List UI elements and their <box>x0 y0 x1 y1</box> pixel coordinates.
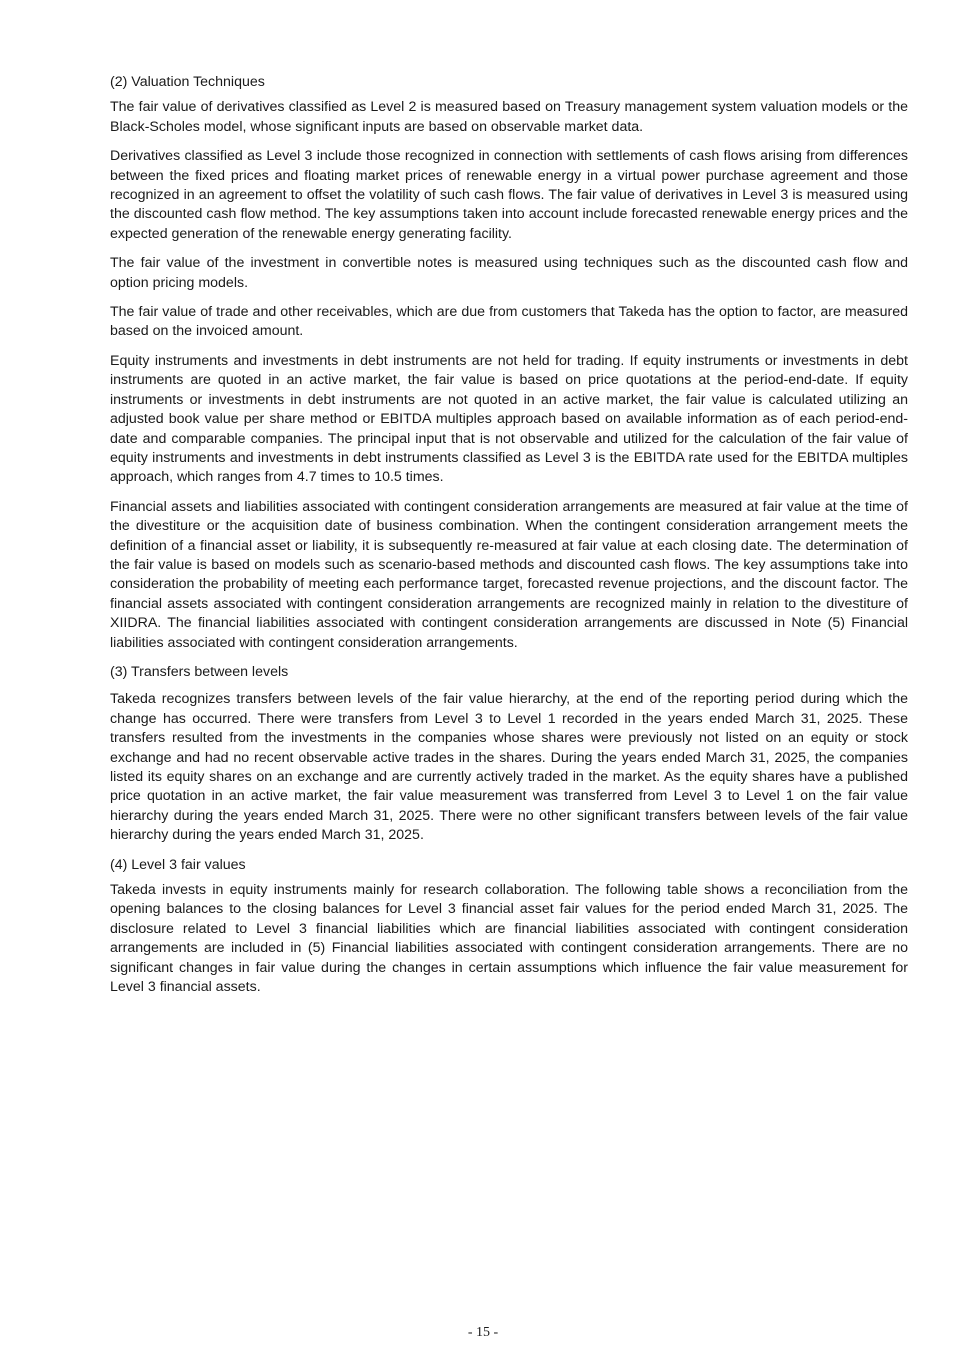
paragraph-transfers: Takeda recognizes transfers between levels of the fair value hierarchy, at the end of the reporting period during which the change has occurred. There were transfers from Level 3 to Level 1 recorded in the years ended March 31, 2025. These transfers resulted from the investments in the companies whose shares were previously not listed on an equity or stock exchange and had no recent observable active trades in the shares. During the years ended March 31, 2025, the companies listed its equity shares on an exchange and are currently actively traded in the market. As the equity shares have a published price quotation in an active market, the fair value measurement was transferred from Level 3 to Level 1 on the fair value hierarchy during the years ended March 31, 2025. There were no other significant transfers between levels of the fair value hierarchy during the years ended March 31, 2025. <box>110 691 908 844</box>
paragraph-contingent-consideration: Financial assets and liabilities associated with contingent consideration arrangements are measured at fair value at the time of the divestiture or the acquisition date of business combination. When the contingent consideration arrangement meets the definition of a financial asset or liability, it is subsequently re-measured at fair value at each closing date. The determination of the fair value is based on models such as scenario-based methods and discounted cash flows. The key assumptions take into consideration the probability of meeting each performance target, forecasted revenue projections, and the discount factor. The financial assets associated with contingent consideration arrangements are recognized mainly in relation to the divestiture of XIIDRA. The financial liabilities associated with contingent consideration arrangements are discussed in Note (5) Financial liabilities associated with contingent consideration arrangements. <box>110 498 908 651</box>
paragraph-level2-derivatives: The fair value of derivatives classified as Level 2 is measured based on Treasury management system valuation models or the Black-Scholes model, whose significant inputs are based on observable market data. <box>110 99 908 135</box>
paragraph-level3-derivatives: Derivatives classified as Level 3 include those recognized in connection with settlements of cash flows arising from differences between the fixed prices and floating market prices of renewable energy in a virtual power purchase agreement and those recognized in an agreement to offset the volatility of such cash flows. The fair value of derivatives in Level 3 is measured using the discounted cash flow method. The key assumptions taken into account include forecasted renewable energy prices and the expected generation of the renewable energy generating facility. <box>110 148 908 242</box>
document-body <box>110 73 908 1007</box>
section-heading-transfers: (3) Transfers between levels <box>110 663 289 680</box>
section-heading-level3: (4) Level 3 fair values <box>110 856 246 873</box>
paragraph-equity-instruments: Equity instruments and investments in debt instruments are not held for trading. If equity instruments or investments in debt instruments are quoted in an active market, the fair value is based on price quotations at the period-end-date. If equity instruments or investments in debt instruments are not quoted in an active market, the fair value is calculated utilizing an adjusted book value per share method or EBITDA multiples approach based on available information as of each period-end-date and comparable companies. The principal input that is not observable and utilized for the calculation of the fair value of equity instruments and investments in debt instruments classified as Level 3 is the EBITDA rate used for the EBITDA multiples approach, which ranges from 4.7 times to 10.5 times. <box>110 352 908 486</box>
paragraph-trade-receivables: The fair value of trade and other receivables, which are due from customers that Takeda has the option to factor, are measured based on the invoiced amount. <box>110 304 908 340</box>
section-heading-valuation: (2) Valuation Techniques <box>110 74 265 90</box>
paragraph-level3-reconciliation: Takeda invests in equity instruments mainly for research collaboration. The following table shows a reconciliation from the opening balances to the closing balances for Level 3 financial asset fair values for the period ended March 31, 2025. The disclosure related to Level 3 financial liabilities which are financial liabilities associated with contingent consideration arrangements are included in (5) Financial liabilities associated with contingent consideration arrangements. There are no significant changes in fair value during the changes in certain assumptions which influence the fair value measurement for Level 3 financial assets. <box>110 882 908 996</box>
paragraph-convertible-notes: The fair value of the investment in convertible notes is measured using techniques such as the discounted cash flow and option pricing models. <box>110 255 908 291</box>
page-number: - 15 - <box>467 1325 499 1340</box>
